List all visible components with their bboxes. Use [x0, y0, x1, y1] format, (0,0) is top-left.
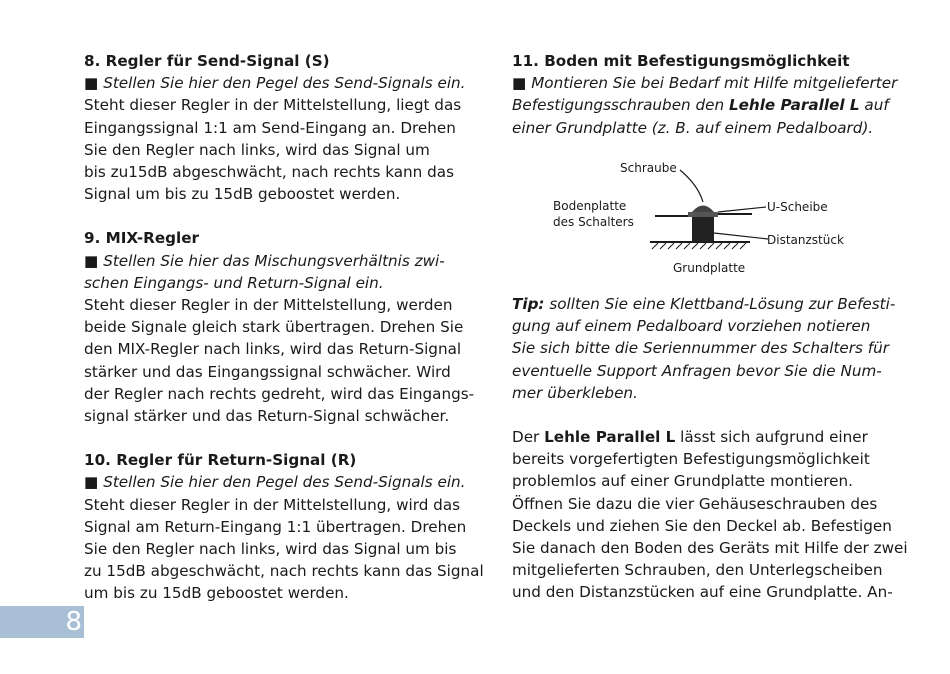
right-column-top	[512, 50, 912, 139]
bullet-square-icon: ■	[84, 473, 99, 492]
leader-schraube	[680, 170, 703, 202]
section-9-body-line: signal stärker und das Return-Signal schwächer.	[84, 407, 450, 426]
left-column	[84, 50, 489, 605]
section-11-heading: 11. Boden mit Befestigungsmöglichkeit	[512, 52, 850, 70]
section-11-instruction	[512, 72, 912, 94]
leader-uscheibe	[718, 207, 766, 212]
section-8-body-line: Signal um bis zu 15dB geboostet werden.	[84, 185, 401, 204]
section-10-instruction-text: Stellen Sie hier den Pegel des Send-Signals ein.	[103, 473, 466, 492]
para-line: Öffnen Sie dazu die vier Gehäuseschrauben des	[512, 494, 878, 513]
page-number-tab	[0, 606, 84, 638]
section-11-line-post: auf	[859, 96, 889, 115]
para-line: Sie danach den Boden des Geräts mit Hilfe der zwei	[512, 539, 908, 558]
section-8-instruction	[84, 72, 489, 94]
tip-line: mer überkleben.	[512, 383, 638, 402]
tip-line: Sie sich bitte die Seriennummer des Schalters für	[512, 339, 889, 358]
label-grundplatte: Grundplatte	[673, 261, 746, 275]
section-11-line: Montieren Sie bei Bedarf mit Hilfe mitgelieferter	[531, 74, 898, 93]
right-column-bottom	[512, 293, 912, 604]
section-11-line	[512, 94, 912, 116]
section-11-line: einer Grundplatte (z. B. auf einem Pedalboard).	[512, 118, 874, 137]
washer-shape	[688, 212, 718, 217]
section-9-body-line: stärker und das Eingangssignal schwächer. Wird	[84, 362, 451, 381]
section-8-instruction-text: Stellen Sie hier den Pegel des Send-Signals ein.	[103, 74, 466, 93]
para-line: bereits vorgefertigten Befestigungsmöglichkeit	[512, 450, 870, 469]
screw-head-shape	[692, 206, 714, 213]
section-9-body-line: den MIX-Regler nach links, wird das Return-Signal	[84, 340, 462, 359]
bullet-square-icon: ■	[84, 251, 99, 270]
label-bodenplatte-1: Bodenplatte	[553, 199, 627, 213]
section-10-body-line: Signal am Return-Eingang 1:1 übertragen. Drehen	[84, 517, 467, 536]
section-8-heading: 8. Regler für Send-Signal (S)	[84, 52, 330, 70]
product-name: Lehle Parallel L	[728, 96, 860, 115]
section-9-heading: 9. MIX-Regler	[84, 229, 200, 248]
bullet-square-icon: ■	[84, 74, 99, 93]
section-10-body-line: um bis zu 15dB geboostet werden.	[84, 584, 349, 603]
section-9-body-line: Steht dieser Regler in der Mittelstellung, werden	[84, 296, 453, 315]
section-9-body-line: beide Signale gleich stark übertragen. Drehen Sie	[84, 318, 464, 337]
para-line: Deckels und ziehen Sie den Deckel ab. Befestigen	[512, 516, 892, 535]
section-10-body-line: Steht dieser Regler in der Mittelstellung, wird das	[84, 495, 461, 514]
tip-first: sollten Sie eine Klettband-Lösung zur Befesti-	[544, 295, 896, 313]
tip-line	[512, 293, 912, 315]
section-10-body-line: zu 15dB abgeschwächt, nach rechts kann das Signal	[84, 562, 484, 581]
para-line: problemlos auf einer Grundplatte montieren.	[512, 472, 853, 491]
section-10-instruction	[84, 471, 489, 493]
section-9-body-line: der Regler nach rechts gedreht, wird das Eingangs-	[84, 384, 475, 403]
section-10-body-line: Sie den Regler nach links, wird das Signal um bis	[84, 540, 457, 559]
product-name: Lehle Parallel L	[544, 428, 676, 447]
section-11-line-pre: Befestigungsschrauben den	[512, 96, 729, 115]
para-line	[512, 426, 912, 448]
tip-line: eventuelle Support Anfragen bevor Sie die Num-	[512, 361, 882, 380]
leader-distanz	[714, 233, 768, 239]
tip-label: Tip:	[512, 295, 545, 313]
section-9-instruction-text: Stellen Sie hier das Mischungsverhältnis zwi-	[103, 251, 445, 270]
page-number: 8	[65, 607, 82, 637]
section-8-body-line: Sie den Regler nach links, wird das Signal um	[84, 140, 430, 159]
mounting-diagram	[540, 155, 860, 280]
section-10-heading: 10. Regler für Return-Signal (R)	[84, 451, 357, 470]
para-line: und den Distanzstücken auf eine Grundplatte. An-	[512, 583, 893, 602]
bullet-square-icon: ■	[512, 74, 527, 93]
section-8-body-line: Steht dieser Regler in der Mittelstellung, liegt das	[84, 96, 462, 115]
section-8-body-line: Eingangssignal 1:1 am Send-Eingang an. Drehen	[84, 118, 456, 137]
label-distanz: Distanzstück	[767, 233, 844, 247]
para-pre: Der	[512, 428, 545, 447]
label-uscheibe: U-Scheibe	[767, 200, 828, 214]
label-bodenplatte-2: des Schalters	[553, 215, 634, 229]
tip-line: gung auf einem Pedalboard vorziehen notieren	[512, 317, 871, 336]
label-schraube: Schraube	[620, 161, 677, 175]
section-9-instruction-cont: schen Eingangs- und Return-Signal ein.	[84, 273, 384, 292]
para-post: lässt sich aufgrund einer	[675, 428, 868, 447]
section-9-instruction	[84, 250, 489, 272]
ground-plate-hatch	[652, 243, 746, 249]
section-8-body-line: bis zu15dB abgeschwächt, nach rechts kann das	[84, 163, 454, 182]
para-line: mitgelieferten Schrauben, den Unterlegscheiben	[512, 561, 883, 580]
spacer-shape	[692, 217, 714, 242]
